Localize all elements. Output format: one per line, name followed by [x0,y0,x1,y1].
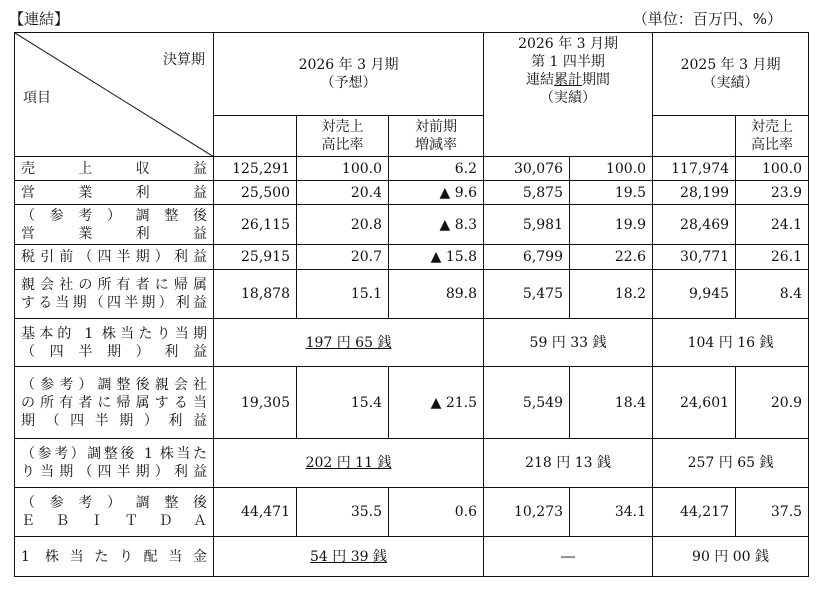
value-cell: 28,199 [653,181,736,205]
row-label: 1 株当たり配当金 [15,537,214,577]
value-cell: 20.4 [297,181,389,205]
value-cell: 0.6 [389,488,484,537]
header-q1 [484,33,653,157]
table-row [15,319,809,367]
subheader-ratio-forecast [297,116,389,157]
value-cell: 22.6 [570,245,653,270]
subheader-change-forecast [389,116,484,157]
underlined-text: 累計 [554,72,583,88]
merged-value-cell [653,439,809,488]
row-label: （参考）調整後 1 株当た り当期（四半期）利益 [15,439,214,488]
table-row [15,270,809,319]
value-cell: 19.5 [570,181,653,205]
value-cell: 100.0 [297,157,389,181]
row-label: 売 上 収 益 [15,157,214,181]
unit-caption: （単位：百万円、%） [632,10,782,28]
value-cell: 18.2 [570,270,653,319]
value-cell: 44,471 [214,488,297,537]
row-label: （参考）調整後 Ｅ Ｂ Ｉ Ｔ Ｄ Ａ [15,488,214,537]
change-text: 対前期 増減率 [415,119,457,153]
value-cell: 20.8 [297,205,389,245]
ratio-text: 対売上 高比率 [751,119,794,153]
value-cell: 100.0 [736,157,809,181]
merged-value: 104 円 16 銭 [687,334,774,351]
value-cell: 18.4 [570,367,653,439]
merged-value: ― [561,548,576,565]
row-label: 親会社の所有者に帰属 する当期（四半期）利益 [15,270,214,319]
merged-value: 59 円 33 銭 [529,334,607,351]
value-cell: 25,915 [214,245,297,270]
value-cell: ▲ 9.6 [389,181,484,205]
ratio-text: 対売上 高比率 [321,119,364,153]
value-cell: 9,945 [653,270,736,319]
merged-value: 257 円 65 銭 [687,455,774,471]
value-cell: 100.0 [570,157,653,181]
value-cell: 6,799 [484,245,570,270]
table-row [15,439,809,488]
merged-value: 90 円 00 銭 [692,548,770,565]
merged-value-cell [484,439,653,488]
merged-value: 218 円 13 銭 [525,455,611,471]
value-cell: 25,500 [214,181,297,205]
value-cell: ▲ 21.5 [389,367,484,439]
value-cell: 5,475 [484,270,570,319]
merged-value-cell [484,319,653,367]
value-cell: 5,981 [484,205,570,245]
header-forecast [214,33,484,116]
merged-value-cell [214,319,484,367]
table-row [15,367,809,439]
value-cell: 20.7 [297,245,389,270]
value-cell: 19,305 [214,367,297,439]
merged-value-cell [653,319,809,367]
table-row [15,181,809,205]
value-cell: ▲ 8.3 [389,205,484,245]
value-cell: 6.2 [389,157,484,181]
header-prev-year-text: 2025 年 3 月期 （実績） [680,57,781,91]
value-cell: 5,875 [484,181,570,205]
value-cell: 24,601 [653,367,736,439]
table-row [15,537,809,577]
value-cell: 23.9 [736,181,809,205]
row-label: 税引前（四半期）利益 [15,245,214,270]
header-forecast-text: 2026 年 3 月期 （予想） [298,57,399,91]
row-label: 営 業 利 益 [15,181,214,205]
value-cell: 19.9 [570,205,653,245]
table-row [15,205,809,245]
row-label: （参考）調整後親会社 の所有者に帰属する当 期（四半期）利益 [15,367,214,439]
header-corner [15,33,214,157]
row-label: （参考）調整後 営 業 利 益 [15,205,214,245]
subheader-ratio-prev [736,116,809,157]
merged-value-cell [214,537,484,577]
value-cell: 15.4 [297,367,389,439]
value-cell: 89.8 [389,270,484,319]
value-cell: 26.1 [736,245,809,270]
value-cell: 30,771 [653,245,736,270]
value-cell: 18,878 [214,270,297,319]
section-caption: 【連結】 [9,10,70,28]
merged-value: 197 円 65 銭 [305,334,392,351]
value-cell: 10,273 [484,488,570,537]
header-prev-year [653,33,809,116]
value-cell: ▲ 15.8 [389,245,484,270]
financial-table [14,32,809,577]
merged-value-cell [214,439,484,488]
value-cell: 20.9 [736,367,809,439]
merged-value: 54 円 39 銭 [310,548,387,565]
value-cell: 5,549 [484,367,570,439]
value-cell: 30,076 [484,157,570,181]
merged-value-cell [653,537,809,577]
value-cell: 26,115 [214,205,297,245]
value-cell: 8.4 [736,270,809,319]
table-row [15,157,809,181]
table-row [15,245,809,270]
header-item-label: 項目 [23,90,51,106]
merged-value: 202 円 11 銭 [305,455,392,471]
table-row [15,488,809,537]
value-cell: 28,469 [653,205,736,245]
row-label: 基本的 1 株当たり当期 （四半期）利益 [15,319,214,367]
value-cell: 44,217 [653,488,736,537]
header-q1-text: 2026 年 3 月期 第 1 四半期 連結累計期間 （実績） [518,36,618,106]
value-cell: 24.1 [736,205,809,245]
merged-value-cell [484,537,653,577]
header-period-label: 決算期 [163,52,205,68]
value-cell: 15.1 [297,270,389,319]
value-cell: 37.5 [736,488,809,537]
value-cell: 35.5 [297,488,389,537]
value-cell: 34.1 [570,488,653,537]
value-cell: 117,974 [653,157,736,181]
value-cell: 125,291 [214,157,297,181]
